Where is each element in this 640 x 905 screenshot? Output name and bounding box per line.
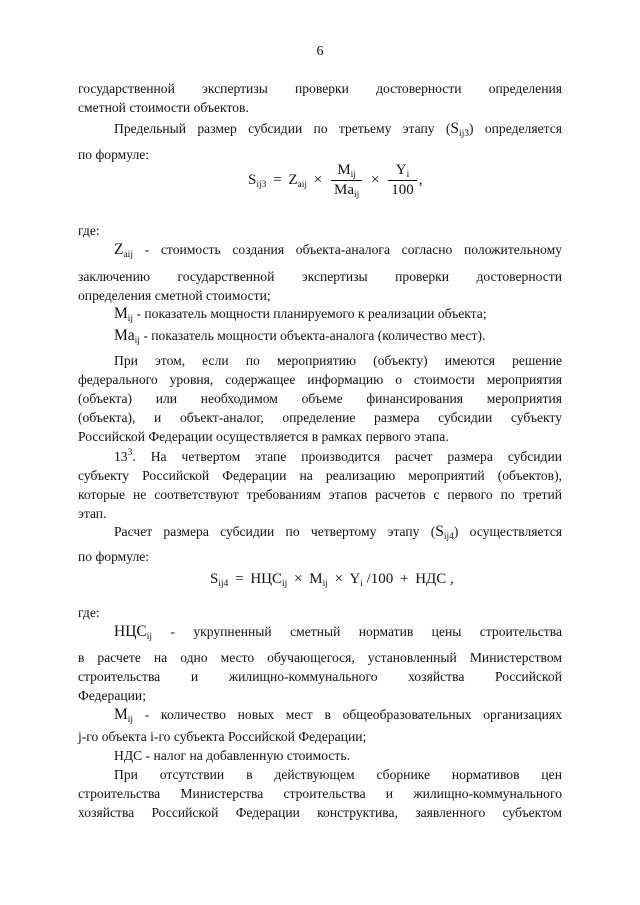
math-subscript: ij	[146, 632, 153, 642]
math-subscript: ij	[127, 715, 134, 725]
fraction	[331, 162, 362, 199]
formula-subsidy-stage3	[248, 162, 422, 199]
text-line	[114, 326, 485, 345]
text-line	[114, 522, 562, 541]
page-number: 6	[316, 44, 324, 59]
text-line: Российской Федерации осуществляется в рамках первого этапа.	[78, 429, 449, 444]
text-line: в расчете на одно место обучающегося, установленный Министерством	[78, 650, 562, 665]
fraction	[388, 162, 417, 199]
math-operator: ,	[450, 571, 454, 587]
text-line: НДС - налог на добавленную стоимость.	[114, 748, 350, 763]
text-line: Федерации;	[78, 688, 146, 703]
text-line	[114, 304, 487, 323]
math-symbol: M	[337, 162, 351, 178]
math-operator: ×	[334, 571, 344, 587]
text-line: При отсутствии в действующем сборнике нормативов цен	[114, 767, 562, 782]
math-operator: /100	[366, 571, 394, 587]
text-line: сметной стоимости объектов.	[78, 100, 249, 115]
text-line: определения сметной стоимости;	[78, 288, 271, 303]
math-subscript: ij	[353, 190, 360, 200]
math-subscript: aij	[297, 179, 308, 190]
math-symbol: НЦС	[114, 623, 147, 640]
math-symbol: S	[450, 120, 460, 137]
math-subscript: ij	[282, 579, 288, 589]
text-span: - стоимость создания объекта-аналога согласно положительному	[132, 242, 562, 257]
math-subscript: ij4	[218, 579, 229, 589]
text-line	[114, 119, 562, 138]
fraction-denominator: 100	[391, 182, 414, 198]
math-operator: ×	[371, 171, 380, 188]
formula-subsidy-stage4	[210, 570, 454, 589]
text-line: j-го объекта i-го субъекта Российской Федерации;	[78, 729, 367, 744]
math-subscript: ij3	[459, 129, 470, 139]
math-symbol: Y	[349, 571, 361, 587]
text-line: которые не соответствуют требованиям этапов расчетов с первого по третий	[78, 487, 562, 502]
math-subscript: ij4	[443, 532, 454, 542]
text-span: - показатель мощности планируемого к реализации объекта;	[133, 306, 487, 321]
text-line: (объекта), и объект-аналог, определение размера субсидии субъекту	[78, 410, 562, 425]
text-line: по формуле:	[78, 549, 150, 564]
math-operator: =	[235, 571, 244, 587]
math-operator: +	[399, 571, 409, 587]
math-symbol: Ma	[333, 182, 354, 198]
math-subscript: i	[360, 579, 363, 589]
text-line	[114, 622, 562, 641]
text-line: заключению государственной экспертизы проверки достоверности	[78, 269, 562, 284]
math-symbol: M	[309, 571, 323, 587]
math-symbol: Ma	[114, 327, 135, 344]
math-symbol: Z	[288, 171, 298, 188]
text-span: ) осуществляется	[453, 524, 562, 539]
math-operator: ,	[418, 171, 423, 188]
text-line	[114, 447, 562, 466]
text-line: строительства и жилищно-коммунального хозяйства Российской	[78, 669, 562, 684]
text-line: хозяйства Российской Федерации конструктива, заявленного субъектом	[78, 805, 562, 820]
text-line: где:	[78, 223, 100, 238]
math-symbol: S	[435, 523, 444, 540]
clause-number: 13	[114, 449, 128, 464]
math-operator: ×	[313, 171, 323, 188]
math-symbol: НЦС	[250, 571, 283, 587]
math-symbol: Z	[114, 241, 124, 258]
text-span: - укрупненный сметный норматив цены строительства	[152, 624, 562, 639]
math-subscript: ij	[322, 579, 328, 589]
text-span: Расчет размера субсидии по четвертому этапу (	[114, 524, 436, 539]
text-line	[114, 705, 562, 724]
text-span: - количество новых мест в общеобразовательных организациях	[133, 707, 562, 722]
math-subscript: aij	[123, 250, 133, 260]
text-span: - показатель мощности объекта-аналога (количество мест).	[139, 328, 486, 343]
text-line: строительства Министерства строительства и жилищно-коммунального	[78, 786, 562, 801]
text-span: . На четвертом этапе производится расчет размера субсидии	[132, 449, 562, 464]
text-line	[114, 240, 562, 259]
math-operator: ×	[294, 571, 303, 587]
fraction-numerator	[331, 162, 362, 181]
math-operator: =	[273, 171, 282, 188]
math-symbol: M	[114, 305, 128, 322]
math-symbol: M	[114, 706, 128, 723]
math-subscript: ij	[127, 314, 134, 324]
fraction-denominator	[331, 181, 362, 199]
clause-number-superscript: 3	[127, 448, 133, 458]
text-line: этап.	[78, 506, 107, 521]
math-symbol: S	[248, 171, 257, 188]
math-subscript: ij	[350, 170, 356, 180]
text-span: Предельный размер субсидии по третьему этапу (	[114, 121, 451, 136]
math-symbol: S	[210, 571, 219, 587]
math-subscript: i	[406, 170, 410, 180]
text-line: по формуле:	[78, 147, 150, 162]
math-symbol: Y	[395, 162, 407, 178]
math-symbol: НДС	[415, 571, 447, 587]
text-line: где:	[78, 605, 100, 620]
text-line: При этом, если по мероприятию (объекту) имеются решение	[114, 353, 562, 368]
text-line: государственной экспертизы проверки достоверности определения	[78, 81, 562, 96]
text-line: субъекту Российской Федерации на реализацию мероприятий (объектов),	[78, 468, 562, 483]
text-line: федерального уровня, содержащее информацию о стоимости мероприятия	[78, 372, 562, 387]
text-line: (объекта) или необходимом объеме финансирования мероприятия	[78, 391, 562, 406]
text-span: ) определяется	[469, 121, 562, 136]
math-subscript: ij	[134, 336, 140, 346]
math-subscript: ij3	[256, 179, 267, 190]
fraction-numerator	[388, 162, 417, 181]
